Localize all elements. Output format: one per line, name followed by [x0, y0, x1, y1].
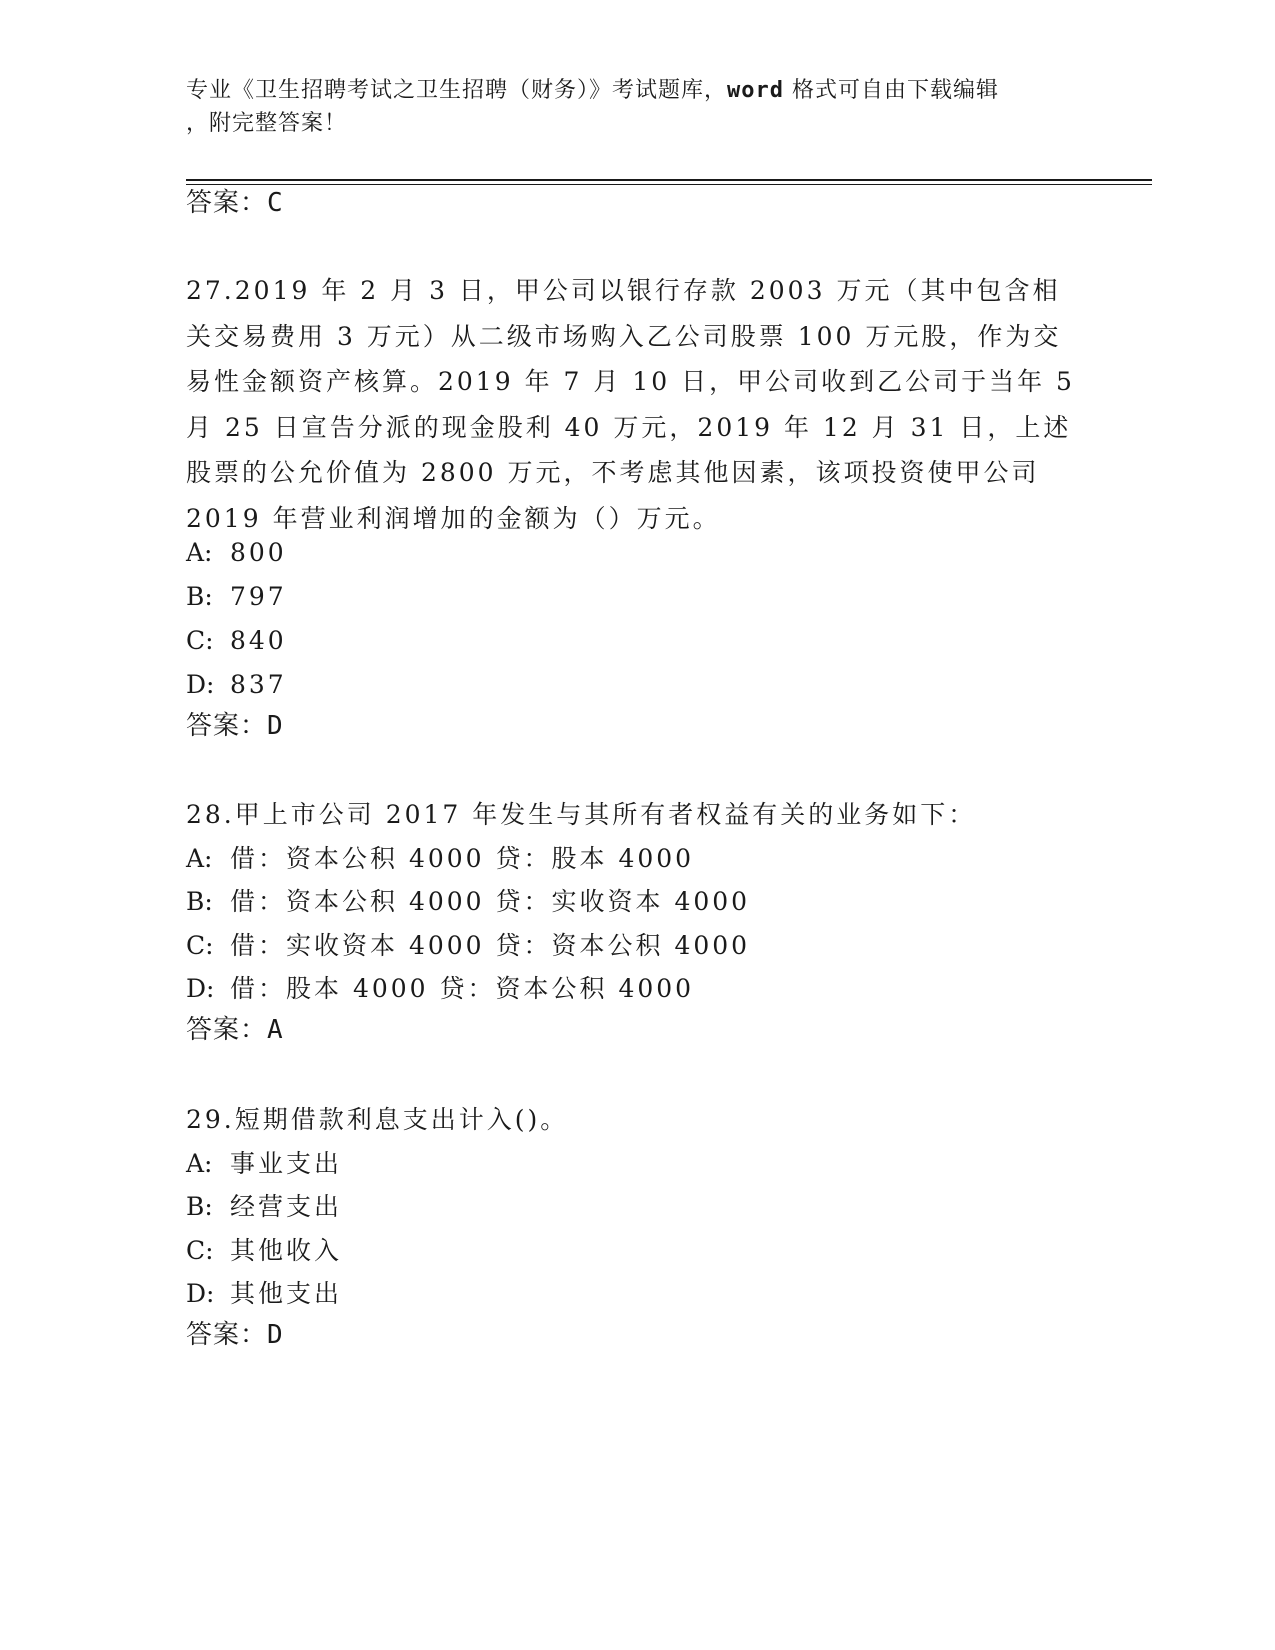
- option-29-c: [186, 1228, 342, 1274]
- option-text: 800: [230, 538, 287, 567]
- option-text: 事业支出: [230, 1149, 343, 1178]
- document-header: [186, 74, 1066, 140]
- answer-label: 答案：: [186, 1320, 268, 1350]
- option-27-c: [186, 618, 287, 664]
- header-text-line2: ，附完整答案！: [186, 111, 348, 136]
- question-28: 28.甲上市公司 2017 年发生与其所有者权益有关的业务如下：: [186, 800, 977, 829]
- answer-value: D: [267, 711, 284, 741]
- option-29-d: [186, 1271, 342, 1317]
- option-28-d: [186, 966, 694, 1012]
- option-letter: B:: [186, 1192, 213, 1221]
- option-letter: A:: [186, 844, 213, 873]
- option-27-a: [186, 530, 287, 576]
- option-letter: A:: [186, 538, 213, 567]
- option-text: 经营支出: [230, 1192, 343, 1221]
- option-text: 其他收入: [230, 1236, 343, 1265]
- answer-value: D: [267, 1320, 284, 1350]
- option-text: 837: [230, 670, 287, 699]
- answer-value: C: [267, 188, 284, 218]
- option-27-d: [186, 662, 287, 708]
- option-28-b: [186, 879, 750, 925]
- answer-value: A: [267, 1015, 284, 1045]
- option-27-b: [186, 574, 287, 620]
- question-27: 27.2019 年 2 月 3 日，甲公司以银行存款 2003 万元（其中包含相关交易费用 3 万元）从二级市场购入乙公司股票 100 万元股，作为交易性金额资产核算。2019 年 7 月 10 日，甲公司收到乙公司于当年 5 月 25 日宣告分派的现金股利 40 万元，2019 年 12 月 31 日，上述股票的公允价值为 2800 万元，不考虑其他因素，该项投资使甲公司 2019 年营业利润增加的金额为（）万元。: [186, 276, 1075, 533]
- option-letter: C:: [186, 626, 214, 655]
- option-letter: D:: [186, 1279, 215, 1308]
- answer-27: [186, 706, 284, 746]
- header-text-part1: 专业《卫生招聘考试之卫生招聘（财务）》考试题库，: [186, 78, 728, 103]
- answer-29: [186, 1315, 284, 1355]
- option-letter: D:: [186, 670, 215, 699]
- header-divider-thin: [186, 184, 1152, 185]
- option-letter: A:: [186, 1149, 213, 1178]
- header-text-part2: 格式可自由下载编辑: [784, 78, 999, 103]
- option-letter: C:: [186, 1236, 214, 1265]
- header-text-word: word: [727, 78, 784, 103]
- option-text: 借：实收资本 4000 贷：资本公积 4000: [230, 931, 751, 960]
- answer-label: 答案：: [186, 188, 268, 218]
- option-28-c: [186, 923, 750, 969]
- option-letter: C:: [186, 931, 214, 960]
- option-29-a: [186, 1141, 342, 1187]
- option-text: 借：股本 4000 贷：资本公积 4000: [230, 974, 695, 1003]
- option-text: 其他支出: [230, 1279, 343, 1308]
- answer-28: [186, 1010, 284, 1050]
- option-text: 797: [230, 582, 287, 611]
- option-28-a: [186, 836, 694, 882]
- prev-answer: [186, 183, 284, 223]
- option-29-b: [186, 1184, 342, 1230]
- option-text: 840: [230, 626, 287, 655]
- header-divider-thick: [186, 179, 1152, 181]
- option-letter: B:: [186, 582, 213, 611]
- option-letter: D:: [186, 974, 215, 1003]
- answer-label: 答案：: [186, 1015, 268, 1045]
- answer-label: 答案：: [186, 711, 268, 741]
- option-text: 借：资本公积 4000 贷：实收资本 4000: [230, 887, 751, 916]
- option-letter: B:: [186, 887, 213, 916]
- question-29: 29.短期借款利息支出计入()。: [186, 1105, 569, 1134]
- option-text: 借：资本公积 4000 贷：股本 4000: [230, 844, 695, 873]
